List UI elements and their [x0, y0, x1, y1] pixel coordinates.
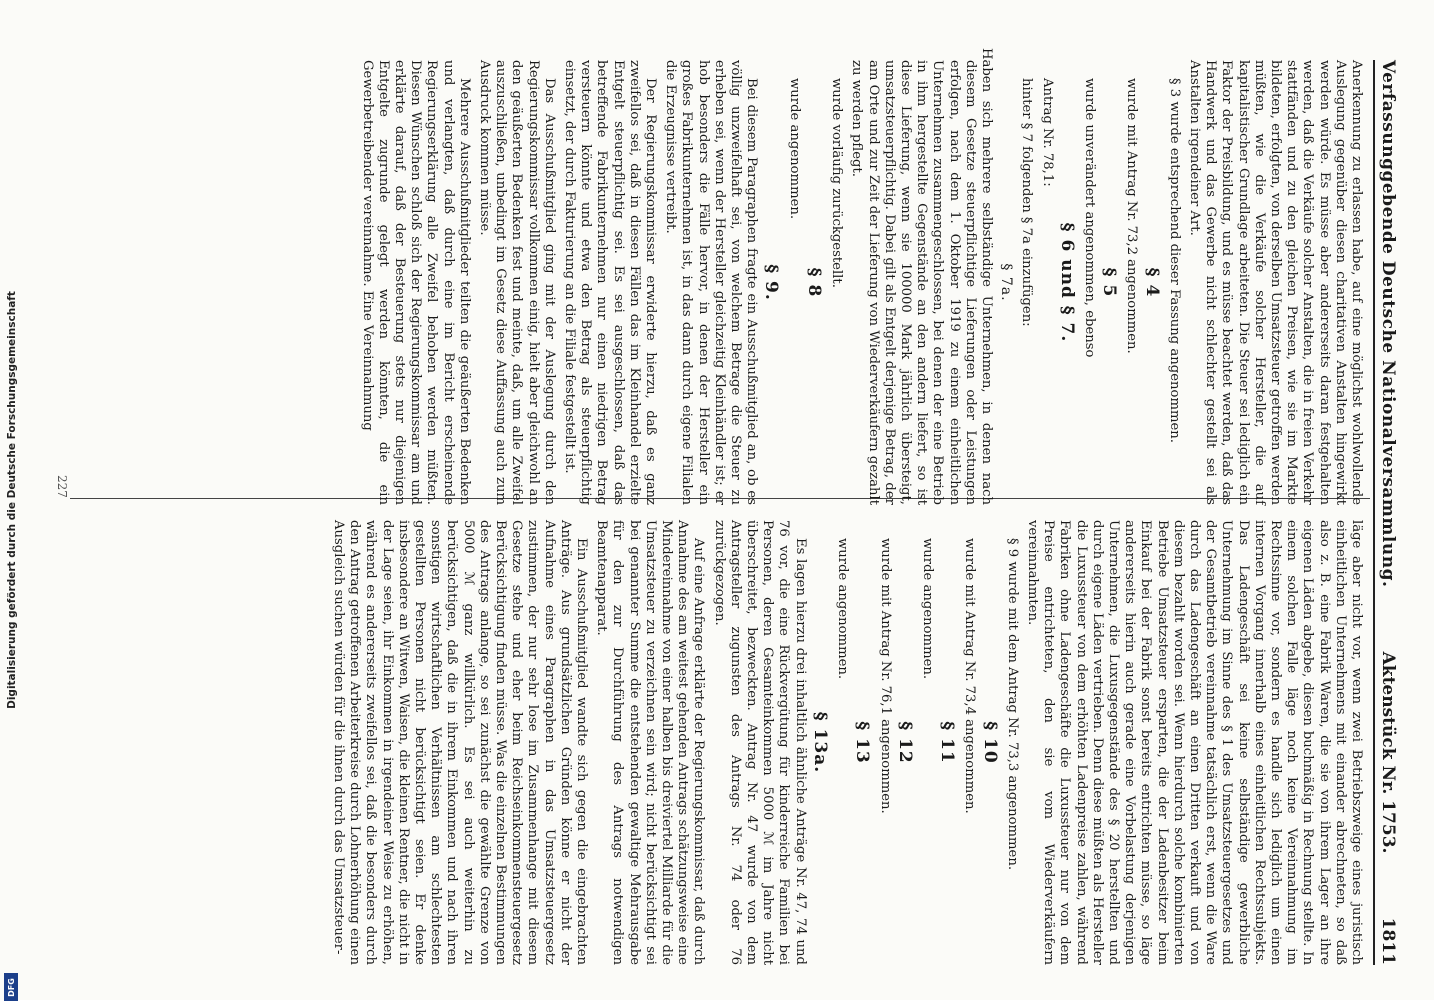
paragraph: wurde mit Antrag Nr. 76,1 angenommen.: [877, 538, 893, 814]
digitization-sidebar: [4, 8, 18, 997]
section-heading: § 5: [1099, 267, 1120, 298]
section-heading: § 12: [894, 721, 915, 764]
section-heading: § 13a.: [809, 711, 830, 774]
paragraph: wurde vorläufig zurückgestellt.: [829, 78, 845, 288]
paragraph: § 3 wurde entsprechend dieser Fassung angenommen.: [1166, 78, 1182, 443]
section-heading: § 4: [1141, 267, 1162, 298]
dfg-logo-icon: [4, 973, 18, 1001]
paragraph: Es lagen hierzu drei inhaltlich ähnliche Anträge Nr. 47, 74 und 76 vor, die eine Rückvergütung für kinderreiche Familien bei Personen, deren Gesamteinkommen 5000 ℳ im Jahre nicht überschreitet, bezweckten. Antrag Nr. 47 wurde von dem Antragsteller zugunsten des Antrags Nr. 74 oder 76 zurückgezogen.: [711, 520, 808, 965]
section-heading: § 11: [937, 721, 958, 764]
paragraph: Auf eine Anfrage erklärte der Regierungskommissar, daß durch Annahme des am weitest gehenden Antrags schätzungsweise eine Mindereinnahme von einer halben bis dreiviertel Milliarde für die Umsatzsteuer zu verzeichnen sein wird; nicht berücksichtigt sei bei genannter Summe die entstehenden gewaltige Mehrausgabe für den zur Durchführung des Antrags notwendigen Beamtenapparat.: [594, 520, 707, 965]
left-column: [354, 48, 1364, 505]
paragraph: läge aber nicht vor, wenn zwei Betriebszweige eines juristisch einheitlichen Unternehmens mit einander abrechneten, so daß also z. B. eine Fabrik Waren, die sie von ihrem Lager an ihre eigenen Läden abgebe, diesen buchmäßig in Rechnung stellte. In einem solchen Falle läge noch keine Vereinnahmung im Rechtssinne vor, sondern es handle sich lediglich um einen internen Vorgang innerhalb eines einheitlichen Rechtssubjekts. Das Ladengeschäft sei keine selbständige gewerbliche Unternehmung im Sinne des § 1 des Umsatzsteuergesetzes und der Gesamtbetrieb vereinnahme tatsächlich erst, wenn die Ware durch das Ladengeschäft an einen Dritten verkauft und von diesem bezahlt worden sei. Wenn hierdurch solche kombinierten Betriebe Umsatzsteuer ersparten, die der Ladenbesitzer beim Einkauf bei der Fabrik sonst bereits entrichten müsse, so läge andererseits hierin auch gerade eine Vorbelastung derjenigen Unternehmen, die Luxusgegenstände des § 20 herstellten und durch eigene Läden vertrieben. Denn diese müßten als Hersteller die Luxussteuer von dem erhöhten Ladenpreise zahlen, während Fabriken ohne Ladengeschäfte die Luxussteuer nur von dem Preise entrichteten, den sie vom Wiederverkäufern vereinnahmten.: [1024, 520, 1364, 965]
page-title: Verfassunggebende Deutsche Nationalversammlung.: [1378, 60, 1398, 588]
page-header: [1373, 60, 1406, 965]
quoted-paragraph: Haben sich mehrere selbständige Unternehmen, in denen nach diesem Gesetze steuerpflichtige Lieferungen oder Leistungen erfolgen, nach dem 1. Oktober 1919 zu einem einheitlichen Unternehmen zusammengeschlossen, bei denen der eine Betrieb in ihm hergestellte Gegenstände an den andern liefert, so ist diese Lieferung, wenn sie 100000 Mark jährlich übersteigt, umsatzsteuerpflichtig. Dabei gilt als Entgelt derjenige Betrag, der am Orte und zur Zeit der Lieferung von Wiederverkäufern gezahlt zu werden pflegt.: [849, 48, 994, 505]
paragraph: Das Ausschußmitglied ging mit der Auslegung durch den Regierungskommissar vollkommen einig, hielt aber gleichwohl an den geäußerten Bedenken fest und meinte, daß, um alle Zweifel auszuschließen, unbedingt im Gesetz diese Auffassung auch zum Ausdruck kommen müsse.: [477, 60, 557, 505]
section-heading: § 8: [803, 267, 824, 298]
paragraph: Anerkennung zu erlassen habe, auf eine möglichst wohlwollende Auslegung gegenüber diesen charitativen Anstalten hingewirkt werden würde. Es müsse aber andererseits daran festgehalten werden, daß die Verkäufe solcher Anstalten, die in freien Verkehr stattfänden und zu den gleichen Preisen, wie sie im Markte bildeten, erfolgten, von derselben Umsatzsteuer getroffen werden müßten, wie die Verkäufe solcher Hersteller, die auf kapitalistischer Grundlage arbeiteten. Die Steuer sei lediglich ein Faktor der Preisbildung, und es müsse beachtet werden, daß das Handwerk und das Gewerbe nicht schlechter gestellt sei als Anstalten irgendeiner Art.: [1186, 60, 1364, 505]
paragraph: hinter § 7 folgenden § 7a einzufügen:: [1019, 78, 1035, 327]
sheet-mark: 227: [55, 475, 69, 498]
section-heading: § 10: [979, 721, 1000, 764]
paragraph: Bei diesem Paragraphen fragte ein Ausschußmitglied an, ob es völlig unzweifelhaft sei, von welchem Betrage die Steuer zu erheben sei, wenn der Hersteller gleichzeitig Kleinhändler ist; er hob besonders die Fälle hervor, in denen der Hersteller ein großes Fabrikunternehmen ist, in das dann durch eigene Filialen die Erzeugnisse vertreibt.: [663, 60, 760, 505]
paragraph: wurde angenommen.: [786, 78, 802, 220]
paragraph: wurde angenommen.: [919, 538, 935, 680]
funding-note: Digitalisierung gefördert durch die Deutsche Forschungsgemeinschaft: [6, 291, 18, 709]
paragraph: Mehrere Ausschußmitglieder teilten die geäußerten Bedenken und verlangten, daß durch eine im Bericht erscheinende Regierungserklärung alle Zweifel behoben werden müßten. Diesen Wünschen schloß sich der Regierungskommissar am und erklärte darauf, daß der Besteuerung stets nur diejenigen Entgelte zugrunde gelegt werden könnten, die ein Gewerbetreibender vereinnahme. Eine Vereinnahmung: [359, 60, 472, 505]
section-heading: § 6 und § 7.: [1056, 222, 1077, 343]
logo-text: DFG: [6, 977, 16, 997]
paragraph: wurde unverändert angenommen, ebenso: [1081, 78, 1097, 358]
document-reference: Aktenstück Nr. 1753.: [1378, 651, 1398, 854]
paragraph: Ein Ausschußmitglied wandte sich gegen die eingebrachten Anträge. Aus grundsätzlichen Gründen könne er nicht der Aufnahme eines Paragraphen in das Umsatzsteuergesetz zustimmen, der nur sehr lose im Zusammenhange mit diesem Gesetze stehe und eher beim Reichseinkommensteuergesetz Berücksichtigung finden müsse. Was die einzelnen Bestimmungen des Antrags anlange, so sei zunächst die gewählte Grenze von 5000 ℳ ganz willkürlich. Es sei auch weiterhin zu berücksichtigen, daß die in ihrem Einkommen und nach ihren sonstigen wirtschaftlichen Verhältnissen am schlechtesten gestellten Personen nicht berücksichtigt seien. Er denke insbesondere an Witwen, Waisen, die kleinen Rentner, die nicht in der Lage seien, ihr Einkommen in irgendeiner Weise zu erhöhen, während es andererseits zweifellos sei, daß die besonders durch den Antrag getroffenen Arbeiterkreise durch Lohnerhöhung einen Ausgleich suchen würden für die ihnen durch das Umsatzsteuer-: [331, 520, 590, 965]
section-heading: § 13: [852, 721, 873, 764]
section-heading: § 7a.: [998, 263, 1015, 302]
paragraph: wurde angenommen.: [835, 538, 851, 680]
page-number: 1811: [1378, 917, 1398, 965]
paragraph: Antrag Nr. 78,1:: [1039, 78, 1055, 187]
right-column: [326, 520, 1364, 965]
paragraph: wurde mit Antrag Nr. 73,2 angenommen.: [1124, 78, 1140, 354]
section-heading: § 9.: [761, 264, 782, 301]
paragraph: Der Regierungskommissar erwiderte hierzu, daß es ganz zweifellos sei, daß in diesen Fällen das im Kleinhandel erzielte Entgelt steuerpflichtig sei. Es sei ausgeschlossen, daß das betreffende Fabrikunternehmen nur einen niedrigen Betrag versteuern könnte und etwa den Betrag als steuerpflichtig einsetzt, der durch Fakturierung an die Filiale festgestellt ist.: [562, 60, 659, 505]
paragraph: § 9 wurde mit dem Antrag Nr. 73,3 angenommen.: [1004, 538, 1020, 871]
paragraph: wurde mit Antrag Nr. 73,4 angenommen.: [962, 538, 978, 814]
